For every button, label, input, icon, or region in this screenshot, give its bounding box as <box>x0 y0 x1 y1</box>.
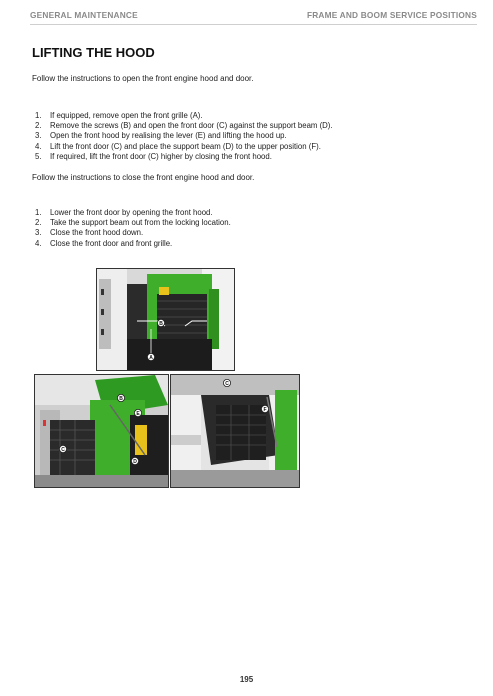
page-header <box>30 10 477 24</box>
intro-close-paragraph: Follow the instructions to close the front engine hood and door. <box>32 173 255 182</box>
label-a: A <box>149 354 153 361</box>
photo-open-front-door <box>34 374 169 488</box>
list-item: 2. Remove the screws (B) and open the front door (C) against the support beam (D). <box>35 121 333 131</box>
list-item: 1. If equipped, remove open the front grille (A). <box>35 111 203 120</box>
photo-raised-front-door <box>170 374 300 488</box>
photo-front-grille <box>96 268 235 371</box>
header-divider <box>30 24 477 25</box>
header-chapter-title: FRAME AND BOOM SERVICE POSITIONS <box>306 10 477 20</box>
label-f: F <box>263 406 267 413</box>
label-d: D <box>133 458 137 465</box>
list-item: 5. If required, lift the front door (C) higher by closing the front hood. <box>35 151 272 161</box>
page-title: LIFTING THE HOOD <box>32 45 155 60</box>
page-number: 195 <box>239 675 254 684</box>
intro-open-paragraph: Follow the instructions to open the front engine hood and door. <box>32 74 254 83</box>
list-item: 2. Take the support beam out from the locking location. <box>35 218 231 228</box>
list-item: 3. Close the front hood down. <box>35 228 144 238</box>
label-e: E <box>136 410 140 417</box>
list-item: 4. Close the front door and front grille. <box>35 238 173 248</box>
label-b: B <box>119 395 123 402</box>
open-steps-list <box>32 111 333 162</box>
label-c: C <box>61 446 65 453</box>
list-item: 3. Open the front hood by realising the lever (E) and lifting the hood up. <box>35 131 287 141</box>
list-item: 1. Lower the front door by opening the front hood. <box>35 208 213 217</box>
label-b: B <box>159 320 163 327</box>
list-item: 4. Lift the front door (C) and place the support beam (D) to the upper position (F). <box>35 141 321 151</box>
label-c: C <box>225 380 229 387</box>
close-steps-list <box>32 208 231 249</box>
header-section-title: GENERAL MAINTENANCE <box>30 10 138 20</box>
